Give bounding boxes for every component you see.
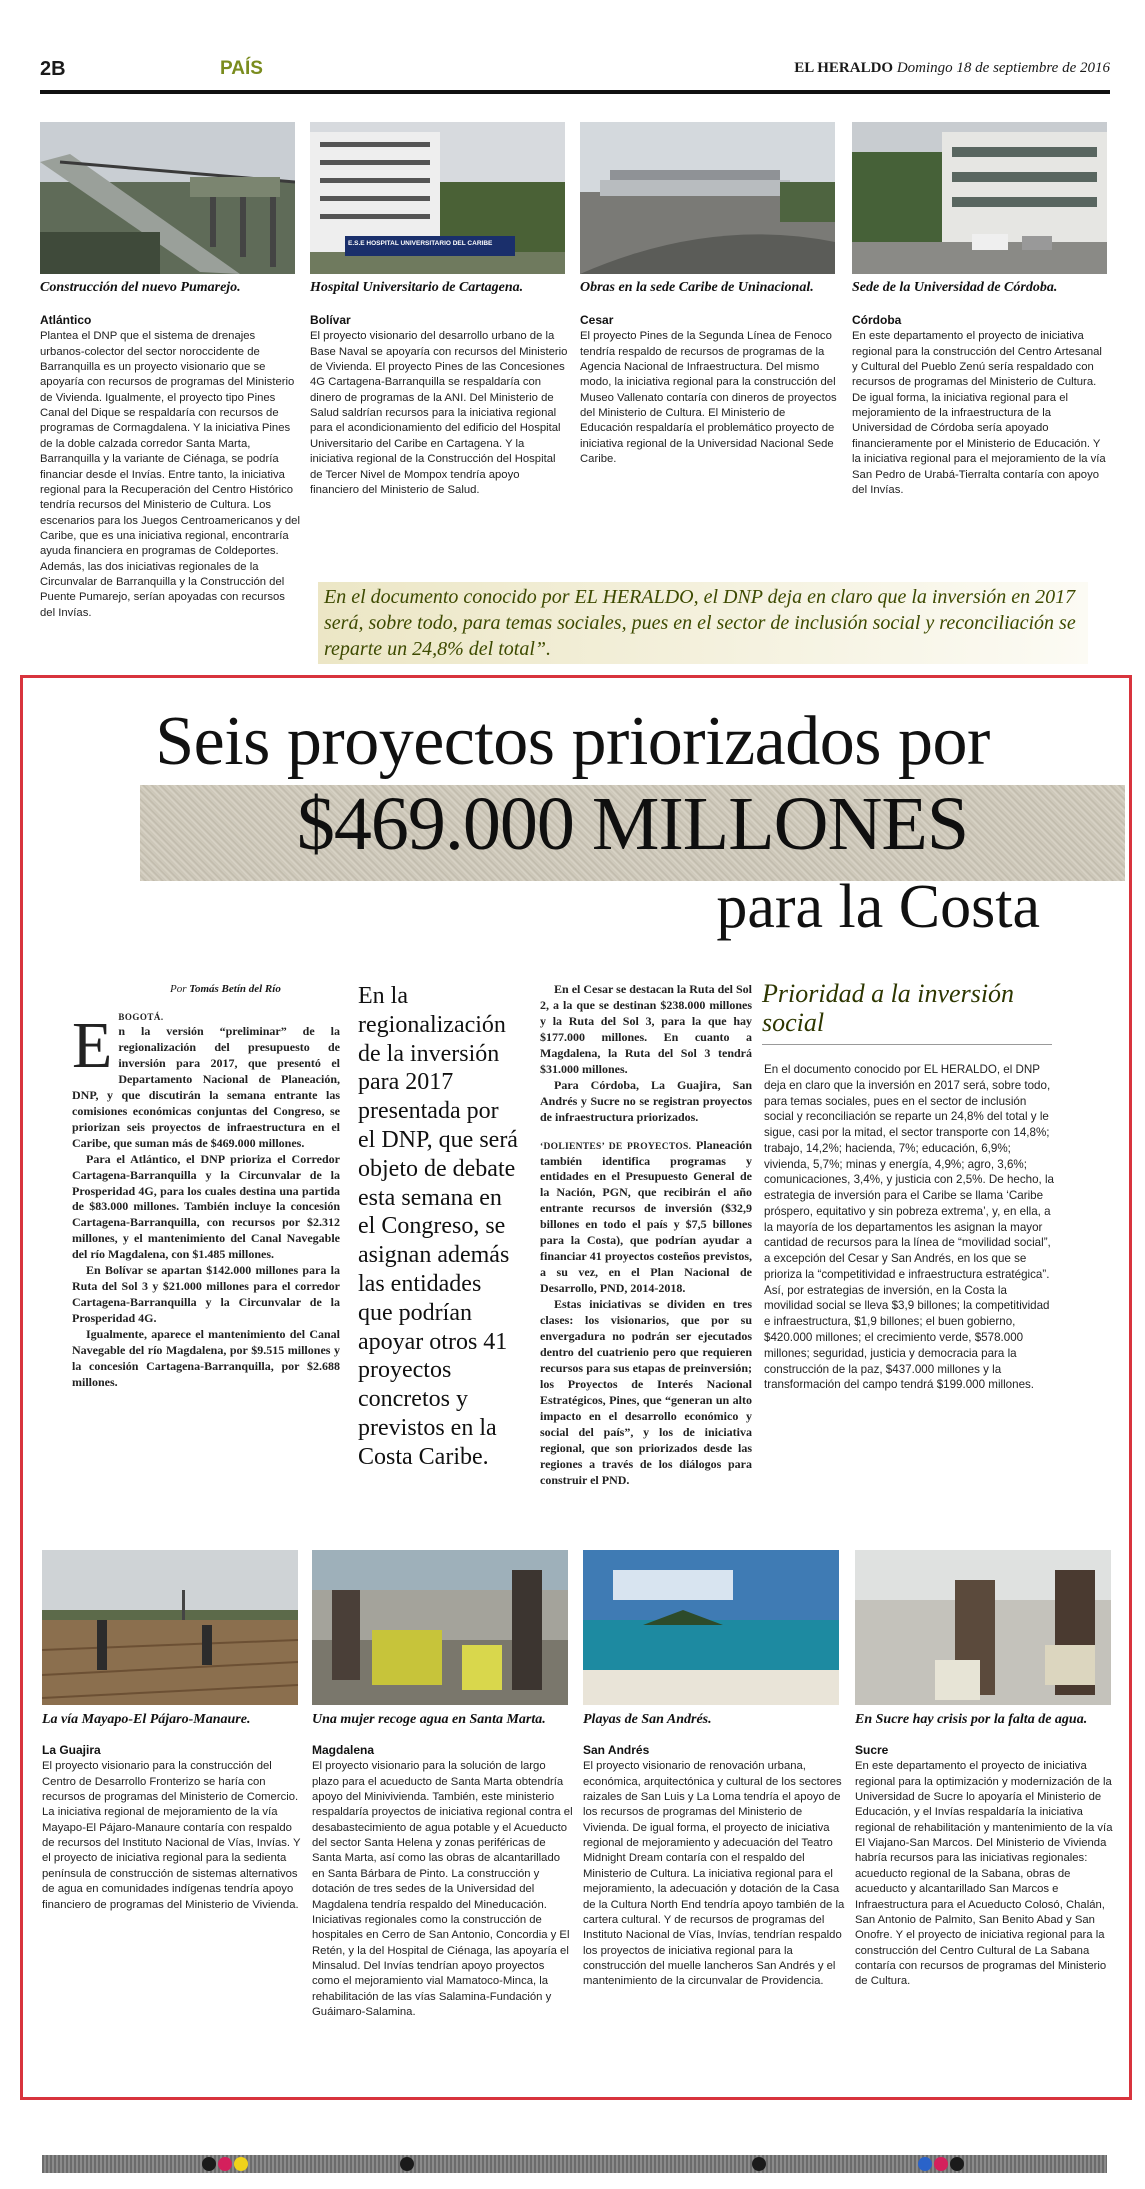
article-paragraph: Igualmente, aparece el mantenimiento del Canal Navegable del río Magdalena, por $9.515 millones y la concesión Cartagena-Barranquilla, por $2.688 millones. <box>72 1327 340 1389</box>
caption-uninacional: Obras en la sede Caribe de Uninacional. <box>580 280 814 295</box>
caption-santa-marta: Una mujer recoge agua en Santa Marta. <box>312 1712 546 1727</box>
sidebar-title: Prioridad a la inversión social <box>762 979 1015 1037</box>
subhead-dolientes: ‘DOLIENTES’ DE PROYECTOS. <box>540 1141 692 1152</box>
highlight-quote: En el documento conocido por EL HERALDO, el DNP deja en claro que la inversión en 2017 será, sobre todo, para temas sociales, pues en el sector de inclusión social y reconciliación se reparte un 24,8% del total”. <box>318 582 1088 664</box>
photo-uninacional-image <box>580 122 835 274</box>
byline-prefix: Por <box>170 983 187 995</box>
sidebar-text: En el documento conocido por EL HERALDO, el DNP deja en claro que la inversión en 2017 será, sobre todo, para temas sociales, pues en el sector de inclusión social y reconciliación se reparte un 24,8% del total y le sigue, casi por la mitad, el sector transporte con 14,8%; trabajo, 14,2%; hacienda, 7%; educación, 6,9%; vivienda, 5,7%; minas y energía, 4,9%; agro, 3,6%; comunicaciones, 3,4%, y justicia con 2,5%. De hecho, la estrategia de inversión para el Caribe se llama ‘Caribe próspero, equitativo y sin pobreza extrema’, y, en ella, a la mayoría de los departamentos les asignan la mayor cantidad de recursos para la línea de “movilidad social”, a excepción del Cesar y San Andrés, en los que se prioriza la “competitividad e infraestructura estratégica”. Así, por estrategias de inversión, en la Costa la movilidad social se lleva $3,9 billones; la competitividad e infraestructura, $1,9 billones; el buen gobierno, $420.000 millones; el crecimiento verde, $578.000 millones; seguridad, justicia y democracia para la construcción de la paz, $437.000 millones y la transformación del campo tendrá $199.000 millones. <box>764 1063 1054 1392</box>
edition-date: Domingo 18 de septiembre de 2016 <box>896 60 1110 76</box>
caption-mayapo: La vía Mayapo-El Pájaro-Manaure. <box>42 1712 251 1727</box>
registration-dot <box>918 2157 932 2171</box>
article-dateline: BOGOTÁ. <box>118 1012 164 1022</box>
header-rule <box>40 90 1110 94</box>
photo-santa-marta <box>312 1550 568 1705</box>
article-column-3 <box>540 982 752 1489</box>
region-text: En este departamento el proyecto de iniciativa regional para la optimización y modernización de la Universidad de Sucre lo apoyaría el Ministerio de Educación, y el Invías respaldaría la iniciativa regional de rehabilitación y mantenimiento de la vía El Viajano-San Marcos. Del Ministerio de Vivienda habría recursos para las iniciativas regionales: acueducto regional de la Sabana, obras de acueducto y alcantarillado San Marcos e Infraestructura para el Acueducto Colosó, Chalán, San Antonio de Palmito, San Benito Abad y San Onofre. Y el proyecto de iniciativa regional para la construcción del Centro Cultural de La Sabana contaría con recursos de programas del Ministerio de Cultura. <box>855 1760 1113 1988</box>
caption-san-andres: Playas de San Andrés. <box>583 1712 712 1727</box>
photo-san-andres <box>583 1550 839 1705</box>
region-text: El proyecto visionario de renovación urbana, económica, arquitectónica y cultural de los sectores raizales de San Luis y La Loma tendría el apoyo de los recursos de programas del Ministerio de Vivienda. De igual forma, el proyecto de iniciativa regional de mejoramiento y adecuación del Teatro Midnight Dream contaría con el respaldo del Ministerio de Cultura. La iniciativa regional para el mejoramiento, la adecuación y dotación de la Casa de la Cultura North End tendría apoyo también de la cartera cultural. Y de recursos de programas del Instituto Nacional de Vías, Invías, tendrían respaldo los proyectos de iniciativa regional para la construcción del muelle lancheros San Andrés y el mantenimiento de la circunvalar de Providencia. <box>583 1760 845 1988</box>
hospital-sign: E.S.E HOSPITAL UNIVERSITARIO DEL CARIBE <box>348 240 493 247</box>
photo-mayapo <box>42 1550 298 1705</box>
region-la-guajira <box>42 1742 304 1913</box>
photo-mayapo-image <box>42 1550 298 1705</box>
region-text: Plantea el DNP que el sistema de drenajes urbanos-colector del sector noroccidente de Barranquilla es un proyecto visionario que se apoyaría con recursos de programas del Ministerio de Vivienda. Igualmente, el proyecto tipo Pines Canal del Dique se respaldaría con recursos de programas de Cormagdalena. Y la iniciativa Pines de la doble calzada corredor Santa Marta, Barranquilla y la variante de Ciénaga, se podría financiar desde el Invías. Entre tanto, la iniciativa regional para la Recuperación del Centro Histórico tendría recursos del Ministerio de Cultura. Los escenarios para los Juegos Centroamericanos y del Caribe, que es una iniciativa regional, encontraría ayuda financiera en programas de Coldeportes. Además, las dos iniciativas regionales de la Circunvalar de Barranquilla y la Construcción del Puente Pumarejo, serían apoyadas con recursos del Invías. <box>40 330 300 619</box>
registration-dot <box>218 2157 232 2171</box>
caption-hospital: Hospital Universitario de Cartagena. <box>310 280 524 295</box>
article-paragraph: n la versión “preliminar” de la regionalización del presupuesto de inversión para 2017, que presentó el Departamento Nacional de Planeación, DNP, y que discutirán la semana entrante las comisiones económicas conjuntas del Congreso, se priorizan seis proyectos de infraestructura en el Caribe, que suman más de $469.000 millones. <box>72 1023 340 1150</box>
byline <box>170 983 281 995</box>
region-bolivar <box>310 312 570 498</box>
article-column-1 <box>72 1009 340 1391</box>
region-text: En este departamento el proyecto de iniciativa regional para la construcción del Centro Artesanal y Cultural del Pueblo Zenú sería respaldado con recursos de programas del Ministerio de Cultura. De igual forma, la iniciativa regional para el mejoramiento de la infraestructura de la Universidad de Córdoba sería apoyado financieramente por el Ministerio de Educación. Y la iniciativa regional para el mejoramiento de la vía San Pedro de Urabá-Tierralta contaría con apoyo del Invías. <box>852 330 1106 496</box>
headline-line3: para la Costa <box>716 873 1040 941</box>
drop-cap: E <box>72 1009 113 1082</box>
article-paragraph: En Bolívar se apartan $142.000 millones para la Ruta del Sol 3 y $21.000 millones para el corredor Cartagena-Barranquilla y la Circunvalar de la Prosperidad 4G. <box>72 1263 340 1326</box>
registration-dot <box>234 2157 248 2171</box>
region-text: El proyecto Pines de la Segunda Línea de Fenoco tendría respaldo de recursos de programas de la Agencia Nacional de Infraestructura. Del mismo modo, la iniciativa regional para la construcción del Museo Vallenato contaría con dineros de proyectos del Ministerio de Cultura. El Ministerio de Educación respaldaría el problemático proyecto de iniciativa regional de la Universidad Nacional Sede Caribe. <box>580 330 837 466</box>
article-paragraph: Para el Atlántico, el DNP prioriza el Corredor Cartagena-Barranquilla y la Circunvalar de la Prosperidad 4G, para los cuales destina una partida de $83.000 millones. También incluye la concesión Cartagena-Barranquilla, con recursos por $2.312 millones, y el mantenimiento del Canal Navegable del río Magdalena, con $1.485 millones. <box>72 1151 340 1262</box>
section-name: PAÍS <box>220 58 263 79</box>
region-cesar <box>580 312 838 468</box>
registration-dot <box>400 2157 414 2171</box>
page-header <box>40 52 1110 94</box>
region-text: El proyecto visionario para la construcción del Centro de Desarrollo Fronterizo se haría con recursos de programas del Ministerio de Comercio. La iniciativa regional de mejoramiento de la vía Mayapo-El Pájaro-Manaure contaría con respaldo de recursos del Instituto Nacional de Vías, Invías. Y el proyecto de iniciativa regional para la sedienta península de construcción de sistemas alternativos de agua en comunidades indígenas tendría apoyo financiero de programas del Ministerio de Vivienda. <box>42 1760 301 1911</box>
region-title: Bolívar <box>310 313 351 327</box>
article-paragraph: En el Cesar se destacan la Ruta del Sol 2, a la que se destinan $238.000 millones y la Ruta del Sol 3, para la que hay $177.000 millones. En cuanto a Magdalena, la Ruta del Sol 3 tendrá $31.000 millones. <box>540 982 752 1076</box>
photo-cordoba-image <box>852 122 1107 274</box>
region-title: Atlántico <box>40 313 92 327</box>
region-title: Sucre <box>855 1743 889 1757</box>
registration-dot <box>752 2157 766 2171</box>
region-title: La Guajira <box>42 1743 101 1757</box>
region-cordoba <box>852 312 1110 498</box>
region-magdalena <box>312 1742 574 2020</box>
region-text: El proyecto visionario para la solución de largo plazo para el acueducto de Santa Marta obtendría apoyo del Minivivienda. También, este ministerio respaldaría proyectos de iniciativa regional contra el desabastecimiento de agua potable y el Acueducto del sector Santa Helena y zonas periféricas de Santa Marta, así como las obras de alcantarillado en Santa Bárbara de Pinto. La construcción y dotación de tres sedes de la Universidad del Magdalena tendría respaldo del Mineducación. Iniciativas regionales como la construcción de hospitales en Cerro de San Antonio, Concordia y El Retén, y la del Hospital de Ciénaga, las apoyaría el Minsalud. Del Invías tendrían apoyo proyectos como el mejoramiento vial Mamatoco-Minca, la rehabilitación de las vías Salamina-Fundación y Guáimaro-Salamina. <box>312 1760 573 2019</box>
byline-author: Tomás Betín del Río <box>189 983 281 995</box>
region-title: Magdalena <box>312 1743 375 1757</box>
region-title: San Andrés <box>583 1743 650 1757</box>
page-number: 2B <box>40 58 66 80</box>
article-paragraph-text: Planeación también identifica programas y entidades en el Presupuesto General de la Nación, PGN, que recibirán el año entrante recursos de inversión ($32,9 billones en todo el país y $7,5 billones para la Costa), que podrían ayudar a financiar 41 proyectos costeños previstos, a su vez, en el Plan Nacional de Desarrollo, PND, 2014-2018. <box>540 1137 752 1296</box>
photo-hospital <box>310 122 565 274</box>
photo-sucre <box>855 1550 1111 1705</box>
photo-pumarejo-image <box>40 122 295 274</box>
caption-pumarejo: Construcción del nuevo Pumarejo. <box>40 280 241 295</box>
photo-san-andres-image <box>583 1550 839 1705</box>
newspaper-name: EL HERALDO <box>794 60 894 76</box>
photo-uninacional <box>580 122 835 274</box>
newspaper-dateline <box>794 60 1110 77</box>
article-paragraph <box>540 1138 752 1298</box>
photo-cordoba <box>852 122 1107 274</box>
photo-hospital-image <box>310 122 565 274</box>
caption-sucre: En Sucre hay crisis por la falta de agua. <box>855 1712 1088 1727</box>
region-text: El proyecto visionario del desarrollo urbano de la Base Naval se apoyaría con recursos del Ministerio de Vivienda. El proyecto Pines de las Concesiones 4G Cartagena-Barranquilla se respaldaría con dinero de programas de la ANI. Del Ministerio de Salud saldrían recursos para la iniciativa regional para el acondicionamiento del edificio del Hospital Universitario del Caribe en Cartagena. Y la iniciativa regional de la Construcción del Hospital de Tercer Nivel de Mompox tendría apoyo financiero del Ministerio de Salud. <box>310 330 568 496</box>
article-paragraph: Para Córdoba, La Guajira, San Andrés y Sucre no se registran proyectos de infraestructura priorizados. <box>540 1077 752 1124</box>
article-paragraph: Estas iniciativas se dividen en tres clases: los visionarios, que por su envergadura no podrán ser ejecutados dentro del cuatrienio pero que requieren recursos para sus etapas de preinversión; los Proyectos de Interés Nacional Estratégicos, Pines, que “generan un alto impacto en el desarrollo económico y social del país”, y los de iniciativa regional, que son priorizados desde las regiones a través de los diálogos para construir el PND. <box>540 1297 752 1487</box>
region-title: Cesar <box>580 313 614 327</box>
photo-sucre-image <box>855 1550 1111 1705</box>
photo-pumarejo <box>40 122 295 274</box>
pull-quote: En la regionalización de la inversión para 2017 presentada por el DNP, que será objeto de debate esta semana en el Congreso, se asignan además las entidades que podrían apoyar otros 41 proyectos concretos y previstos en la Costa Caribe. <box>358 983 518 1470</box>
sidebar-rule <box>762 1044 1052 1045</box>
registration-dot <box>202 2157 216 2171</box>
region-atlantico <box>40 312 302 621</box>
registration-dot <box>950 2157 964 2171</box>
headline-line2: $469.000 MILLONES <box>296 782 969 866</box>
photo-santa-marta-image <box>312 1550 568 1705</box>
caption-cordoba: Sede de la Universidad de Córdoba. <box>852 280 1058 295</box>
headline-line1: Seis proyectos priorizados por <box>155 703 990 780</box>
registration-dot <box>934 2157 948 2171</box>
region-sucre <box>855 1742 1113 1990</box>
region-san-andres <box>583 1742 845 1990</box>
region-title: Córdoba <box>852 313 902 327</box>
